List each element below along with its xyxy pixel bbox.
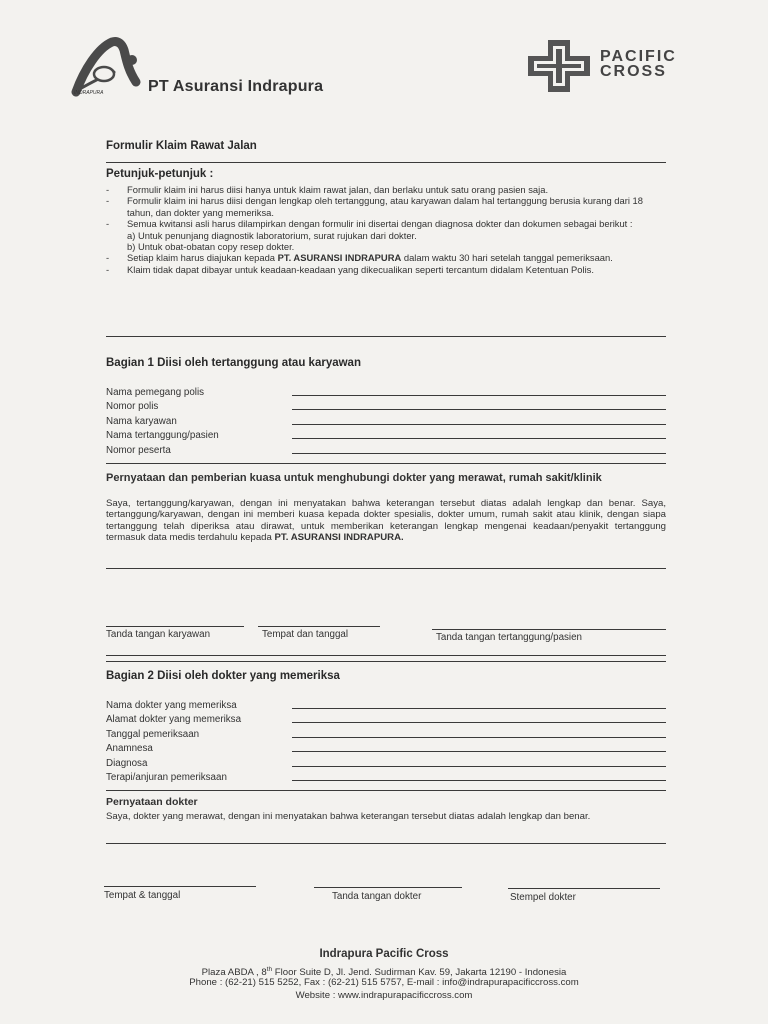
field-label: Nomor polis	[106, 401, 159, 412]
pacific-cross-wordmark	[600, 49, 677, 79]
indrapura-logo	[70, 36, 150, 98]
field-row	[106, 398, 666, 413]
section1-title: Bagian 1 Diisi oleh tertanggung atau karyawan	[106, 357, 361, 369]
statement1-title: Pernyataan dan pemberian kuasa untuk menghubungi dokter yang merawat, rumah sakit/klinik	[106, 472, 602, 484]
field-row	[106, 383, 666, 398]
field-label: Nomor peserta	[106, 444, 171, 456]
address-superscript: th	[266, 966, 273, 973]
doctor-stamp-label: Stempel dokter	[510, 892, 576, 903]
divider	[106, 568, 666, 569]
doctor-statement-text: Saya, dokter yang merawat, dengan ini menyatakan bahwa keterangan tersebut diatas adalah lengkap dan benar.	[106, 811, 591, 822]
bullet: -	[106, 252, 110, 264]
instruction-text: Klaim tidak dapat dibayar untuk keadaan-keadaan yang dikecualikan seperti tercantum didalam Ketentuan Polis.	[127, 263, 594, 275]
examination-date-field[interactable]	[292, 729, 666, 738]
list-item	[106, 195, 666, 218]
instruction-text: Semua kwitansi asli harus dilampirkan dengan formulir ini disertai dengan diagnosa dokter dan dokumen sebagai berikut :	[127, 218, 633, 230]
address-part: Plaza ABDA , 8	[201, 967, 267, 979]
field-row	[106, 769, 666, 784]
field-row	[106, 427, 666, 442]
section2-title: Bagian 2 Diisi oleh dokter yang memeriksa	[106, 670, 340, 682]
company-name-inline: PT. ASURANSI INDRAPURA	[277, 252, 402, 264]
field-row	[106, 725, 666, 740]
field-label: Tanggal pemeriksaan	[106, 728, 200, 740]
statement1-body: Saya, tertanggung/karyawan, dengan ini menyatakan bahwa keterangan tersebut diatas adalah lengkap dan benar. Saya, tertanggung/karyawan, dengan ini memberi kuasa kepada dokter spesialis, dokter umum, rumah sakit atau klinik, dengan siapa tertanggung telah diperiksa atau dirawat, untuk memberikan keterangan lengkap mengenai keadaan/penyakit tertanggung termasuk data medis terdahulu kepada	[106, 498, 666, 544]
bullet: -	[106, 218, 110, 230]
employee-signature-label: Tanda tangan karyawan	[106, 629, 211, 640]
employee-name-field[interactable]	[292, 416, 666, 425]
insured-signature-line[interactable]	[432, 629, 666, 630]
member-number-field[interactable]	[292, 445, 666, 454]
doctor-place-date-label: Tempat & tanggal	[104, 890, 181, 901]
field-label: Terapi/anjuran pemeriksaan	[106, 772, 227, 783]
doctor-signature-label: Tanda tangan dokter	[332, 891, 422, 902]
field-label: Anamnesa	[106, 743, 153, 754]
field-row	[106, 754, 666, 769]
divider	[106, 843, 666, 844]
bullet: -	[106, 195, 110, 207]
list-item	[106, 184, 666, 195]
section2-fields	[106, 696, 666, 783]
instruction-subitem: a) Untuk penunjang diagnostik laboratorium, surat rujukan dari dokter.	[127, 229, 417, 241]
address-part: Floor Suite D, Jl. Jend. Sudirman Kav. 59, Jakarta 12190 - Indonesia	[272, 967, 567, 979]
field-label: Nama karyawan	[106, 415, 177, 427]
list-item	[106, 252, 666, 263]
field-label: Diagnosa	[106, 757, 148, 769]
list-item	[106, 218, 666, 252]
place-date-line[interactable]	[258, 626, 380, 627]
instructions-title: Petunjuk-petunjuk :	[106, 168, 214, 180]
footer-title: Indrapura Pacific Cross	[319, 948, 449, 960]
field-row	[106, 412, 666, 427]
pacific-cross-line2: CROSS	[600, 63, 667, 80]
employee-signature-line[interactable]	[106, 626, 244, 627]
field-row	[106, 711, 666, 726]
divider	[106, 661, 666, 662]
insured-patient-name-field[interactable]	[292, 430, 666, 439]
instruction-text: dalam waktu 30 hari setelah tanggal pemeriksaan.	[401, 252, 613, 264]
list-item	[106, 264, 666, 275]
divider	[106, 790, 666, 791]
field-label: Nama tertanggung/pasien	[106, 430, 219, 441]
doctor-stamp-line[interactable]	[508, 888, 660, 889]
instruction-text: Formulir klaim ini harus diisi dengan lengkap oleh tertanggung, atau karyawan dalam hal tertanggung berusia kurang dari 18 tahun, dan dokter yang memeriksa.	[127, 195, 643, 218]
field-row	[106, 441, 666, 456]
bullet: -	[106, 263, 110, 275]
footer-website: Website : www.indrapurapacificcross.com	[295, 990, 473, 1001]
field-row	[106, 696, 666, 711]
instructions-list	[106, 184, 666, 275]
anamnesis-field[interactable]	[292, 743, 666, 752]
field-label: Nama pemegang polis	[106, 386, 205, 398]
divider	[106, 336, 666, 337]
doctor-statement-title: Pernyataan dokter	[106, 796, 198, 808]
diagnosis-field[interactable]	[292, 758, 666, 767]
field-label: Alamat dokter yang memeriksa	[106, 714, 242, 725]
instruction-subitem: b) Untuk obat-obatan copy resep dokter.	[127, 241, 295, 253]
place-date-label: Tempat dan tanggal	[262, 629, 349, 640]
bullet: -	[106, 184, 110, 195]
company-name: PT Asuransi Indrapura	[148, 78, 324, 95]
company-name-inline: PT. ASURANSI INDRAPURA.	[274, 532, 404, 544]
divider	[106, 655, 666, 656]
therapy-recommendation-field[interactable]	[292, 772, 666, 781]
instruction-text: Formulir klaim ini harus diisi hanya untuk klaim rawat jalan, dan berlaku untuk satu orang pasien saja.	[127, 184, 549, 195]
doctor-name-field[interactable]	[292, 700, 666, 709]
divider	[106, 162, 666, 163]
doctor-place-date-line[interactable]	[104, 886, 256, 887]
divider	[106, 463, 666, 464]
section1-fields	[106, 383, 666, 456]
field-row	[106, 740, 666, 755]
policy-holder-name-field[interactable]	[292, 387, 666, 396]
instruction-text: Setiap klaim harus diajukan kepada	[127, 252, 278, 264]
pacific-cross-logo	[526, 38, 592, 94]
logo-small-text: INDRAPURA	[74, 90, 104, 96]
insured-signature-label: Tanda tangan tertanggung/pasien	[436, 632, 582, 643]
footer-contact: Phone : (62-21) 515 5252, Fax : (62-21) 515 5757, E-mail : info@indrapurapacificcross.com	[189, 977, 579, 988]
field-label: Nama dokter yang memeriksa	[106, 699, 237, 711]
form-title: Formulir Klaim Rawat Jalan	[106, 140, 257, 152]
doctor-signature-line[interactable]	[314, 887, 462, 888]
statement1-text	[106, 498, 666, 544]
pacific-cross-line1: PACIFIC	[600, 48, 677, 65]
policy-number-field[interactable]	[292, 401, 666, 410]
doctor-address-field[interactable]	[292, 714, 666, 723]
